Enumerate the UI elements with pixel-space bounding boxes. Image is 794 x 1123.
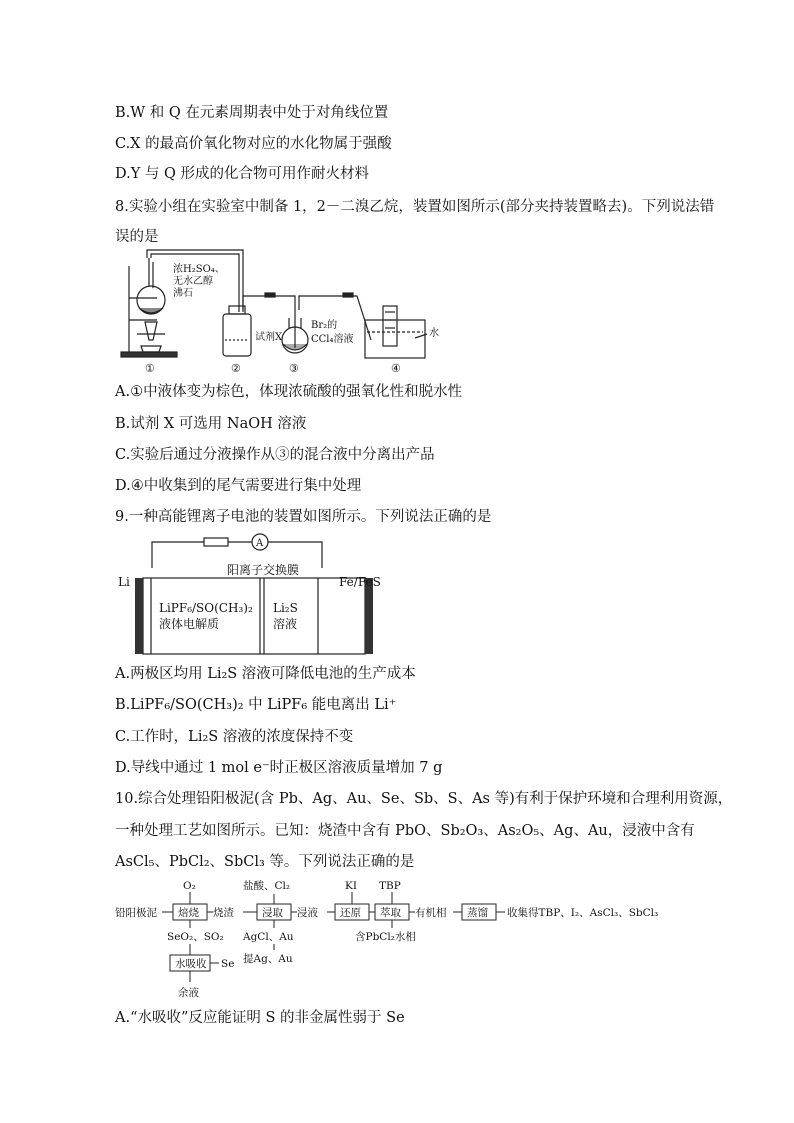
question-10-stem-2: 一种处理工艺如图所示。已知：烧渣中含有 PbO、Sb₂O₃、As₂O₅、Ag、Au，浸液中含有: [115, 823, 695, 839]
fig8-num-1: ①: [145, 362, 155, 375]
fig10-side-agcl: AgCl、Au: [243, 931, 294, 943]
fig10-mid-leachate: 浸液: [297, 907, 318, 919]
figure-10-flowchart: [115, 876, 690, 1001]
fig8-num-3: ③: [289, 362, 299, 375]
q8-option-a: A.①中液体变为棕色，体现浓硫酸的强氧化性和脱水性: [115, 384, 463, 400]
q9-option-a: A.两极区均用 Li₂S 溶液可降低电池的生产成本: [115, 666, 416, 682]
fig10-input-o2: O₂: [183, 880, 196, 892]
q9-option-c: C.工作时，Li₂S 溶液的浓度保持不变: [115, 729, 354, 745]
fig9-right-solution-2: 溶液: [273, 617, 298, 631]
fig8-reagent-x: 试剂X: [255, 332, 283, 343]
question-10-stem: 10.综合处理铅阳极泥(含 Pb、Ag、Au、Se、Sb、S、As 等)有利于保护环境和合理利用资源，: [115, 791, 733, 807]
option-8b-prev: B.W 和 Q 在元素周期表中处于对角线位置: [115, 105, 389, 121]
fig10-side-gas: SeO₂、SO₂: [167, 931, 224, 943]
q8-option-b: B.试剂 X 可选用 NaOH 溶液: [115, 416, 307, 432]
q8-option-c: C.实验后通过分液操作从③的混合液中分离出产品: [115, 447, 435, 463]
fig10-input-hcl: 盐酸、Cl₂: [243, 880, 291, 892]
question-8-stem: 8.实验小组在实验室中制备 1，2－二溴乙烷，装置如图所示(部分夹持装置略去)。下列说法错: [115, 199, 715, 215]
fig9-left-solution-1: LiPF₆/SO(CH₃)₂: [159, 601, 253, 615]
fig9-left-electrode: Li: [118, 575, 130, 589]
fig9-left-solution-2: 液体电解质: [159, 617, 220, 631]
fig10-box-roast: 焙烧: [178, 907, 199, 919]
fig8-reagent-2: 无水乙醇: [173, 276, 213, 287]
q8-option-d: D.④中收集到的尾气需要进行集中处理: [115, 478, 362, 494]
fig10-mid-slag: 烧渣: [213, 907, 234, 919]
fig10-box-leach: 浸取: [262, 907, 283, 919]
fig8-reagent-3: 沸石: [173, 288, 193, 299]
fig9-ammeter-label: A: [256, 538, 264, 549]
fig9-right-solution-1: Li₂S: [273, 601, 298, 615]
q9-option-b: B.LiPF₆/SO(CH₃)₂ 中 LiPF₆ 能电离出 Li⁺: [115, 697, 397, 713]
fig10-side-aqueous: 含PbCl₂水相: [355, 931, 416, 943]
fig8-num-4: ④: [391, 362, 401, 375]
fig10-start: 铅阳极泥: [115, 907, 157, 919]
figure-9-battery: [115, 530, 395, 658]
fig10-box-distill: 蒸馏: [467, 907, 488, 919]
q10-option-a: A.“水吸收”反应能证明 S 的非金属性弱于 Se: [115, 1010, 405, 1026]
fig10-final: 收集得TBP、I₂、AsCl₃、SbCl₃: [507, 907, 659, 919]
option-d-prev: D.Y 与 Q 形成的化合物可用作耐火材料: [115, 166, 370, 182]
fig10-box-extract: 萃取: [380, 907, 401, 919]
question-9-stem: 9.一种高能锂离子电池的装置如图所示。下列说法正确的是: [115, 509, 492, 525]
fig8-water: 水: [429, 328, 439, 339]
fig10-input-tbp: TBP: [379, 880, 401, 892]
fig8-reagent-1: 浓H₂SO₄、: [173, 264, 225, 275]
option-c-prev: C.X 的最高价氧化物对应的水化物属于强酸: [115, 136, 392, 152]
fig10-box-reduce: 还原: [340, 907, 361, 919]
fig10-se: Se: [221, 958, 235, 970]
fig10-box-absorb: 水吸收: [175, 958, 207, 970]
fig9-membrane: 阳离子交换膜: [227, 563, 300, 577]
fig8-num-2: ②: [231, 362, 241, 375]
fig10-residue: 余液: [178, 987, 199, 999]
fig9-right-electrode: Fe/FeS: [339, 575, 381, 589]
question-10-stem-3: AsCl₅、PbCl₂、SbCl₃ 等。下列说法正确的是: [115, 854, 415, 870]
fig10-mid-organic: 有机相: [415, 907, 447, 919]
fig8-ccl4: CCl₄溶液: [311, 334, 354, 345]
fig10-side-recover: 提Ag、Au: [243, 953, 293, 965]
fig10-input-ki: KI: [345, 880, 357, 892]
q9-option-d: D.导线中通过 1 mol e⁻时正极区溶液质量增加 7 g: [115, 760, 443, 776]
fig8-br2: Br₂的: [311, 320, 338, 331]
figure-8-apparatus: [115, 248, 455, 376]
question-8-stem-cont: 误的是: [115, 229, 159, 245]
